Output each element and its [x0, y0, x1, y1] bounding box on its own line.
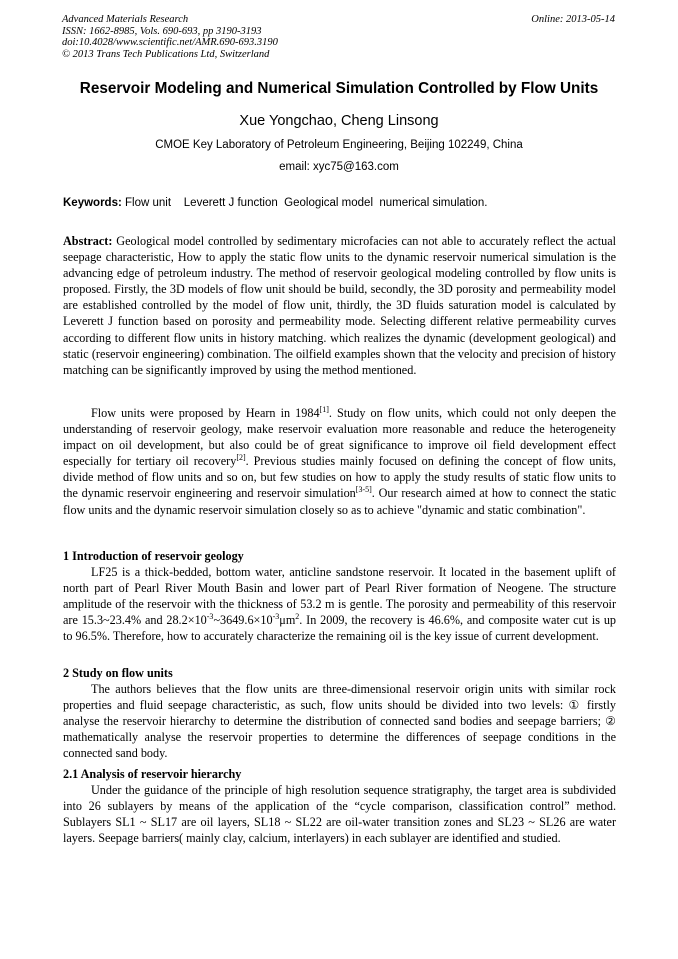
abstract	[63, 233, 616, 378]
section-text: Under the guidance of the principle of high resolution sequence stratigraphy, the target area is subdivided into 26 sublayers by means of the application of the “cycle comparison, classification control” method. Sublayers SL1 ~ SL17 are oil layers, SL18 ~ SL22 are oil-water transition zones and SL23 ~ SL26 are water layers. Seepage barriers( mainly clay, calcium, interlayers) in each sublayer are identified and studied.	[63, 783, 616, 846]
email: email: xyc75@163.com	[279, 161, 399, 173]
doi-line: doi:10.4028/www.scientific.net/AMR.690-693.3190	[62, 37, 278, 49]
authors: Xue Yongchao, Cheng Linsong	[239, 113, 439, 129]
section-text: The authors believes that the flow units are three-dimensional reservoir origin units with similar rock properties and fluid seepage characteristic, as such, flow units should be divided into two levels: ① firstly analyse the reservoir hierarchy to determine the distribution of connected sand bodies and seepage barriers; ② mathematically analyse the reservoir properties to determine the differences of seepage conditions in the connected sand body.	[63, 682, 616, 761]
intro-text: . Our research aimed at how to connect the static flow units and the dynamic reservoir simulation closely so as to achieve "dynamic and static combination".	[63, 486, 616, 517]
journal-name: Advanced Materials Research	[62, 14, 189, 25]
copyright-line: © 2013 Trans Tech Publications Ltd, Switzerland	[62, 48, 270, 60]
section-text: ~3649.6×10	[213, 613, 273, 628]
online-date: Online: 2013-05-14	[531, 14, 615, 25]
introduction-paragraph	[63, 405, 616, 518]
section-1	[63, 548, 616, 645]
exponent: -3	[272, 612, 280, 622]
exponent: -3	[206, 612, 214, 622]
keywords	[63, 197, 487, 209]
section-heading: 2 Study on flow units	[63, 666, 173, 680]
journal-header	[62, 14, 278, 60]
keywords-label: Keywords:	[63, 197, 122, 209]
paper-title: Reservoir Modeling and Numerical Simulation Controlled by Flow Units	[79, 80, 599, 97]
citation-ref: [2]	[236, 453, 246, 463]
exponent: 2	[295, 612, 300, 622]
citation-ref: [1]	[319, 405, 329, 414]
intro-text: . Previous studies mainly focused on defining the concept of flow units, divide method of flow units and so on, but few studies on how to apply the study results of static flow units to the dynamic reservoir engineering and reservoir simulation	[63, 454, 616, 501]
citation-ref: [3-5]	[355, 485, 372, 495]
section-heading: 2.1 Analysis of reservoir hierarchy	[63, 767, 242, 781]
affiliation: CMOE Key Laboratory of Petroleum Engineering, Beijing 102249, China	[155, 139, 523, 151]
intro-text: . Study on flow units, which could not only deepen the understanding of reservoir geology, make reservoir evaluation more reasonable and reduce the heterogeneity impact on oil development, but also could be of great significance to improve oil field development effect especially for tertiary oil recovery	[63, 406, 616, 469]
abstract-label: Abstract:	[63, 234, 113, 248]
section-text: LF25 is a thick-bedded, bottom water, anticline sandstone reservoir. It located in the basement uplift of north part of Pearl River Mouth Basin and lower part of Pearl River formation of Neogene. The structure amplitude of the reservoir with the thickness of 53.2 m is gentle. The porosity and permeability of this reservoir are 15.3~23.4% and 28.2×10	[63, 565, 616, 628]
abstract-text: Geological model controlled by sedimentary microfacies can not able to accurately reflect the actual seepage characteristic, How to apply the static flow units to the dynamic reservoir numerical simulation is the advancing edge of petroleum industry. The method of reservoir geological modeling controlled by flow units is proposed. Firstly, the 3D models of flow unit should be build, secondly, the 3D porosity and permeability model are established controlled by the model of flow unit, thirdly, the 3D fluids saturation model is calculated by Leverett J function based on porosity and permeability mode. Selecting different relative permeability curves according to different flow units in history matching. which realizes the dynamic (development geological) and static (reservoir engineering) combination. The oilfield examples shown that the velocity and precision of history matching can be significantly improved by using the method mentioned.	[63, 234, 616, 377]
intro-text: Flow units were proposed by Hearn in 1984	[91, 406, 320, 420]
section-text: μm	[279, 613, 296, 628]
issn-line: ISSN: 1662-8985, Vols. 690-693, pp 3190-3193	[62, 25, 262, 37]
section-2	[63, 665, 616, 762]
section-text: . In 2009, the recovery is 46.6%, and composite water cut is up to 96.5%. Therefore, how to accurately characterize the remaining oil is the key issue of current development.	[63, 613, 617, 644]
section-2-1	[63, 766, 616, 846]
section-heading: 1 Introduction of reservoir geology	[63, 549, 244, 563]
keywords-text: Flow unit Leverett J function Geological model numerical simulation.	[121, 197, 488, 209]
